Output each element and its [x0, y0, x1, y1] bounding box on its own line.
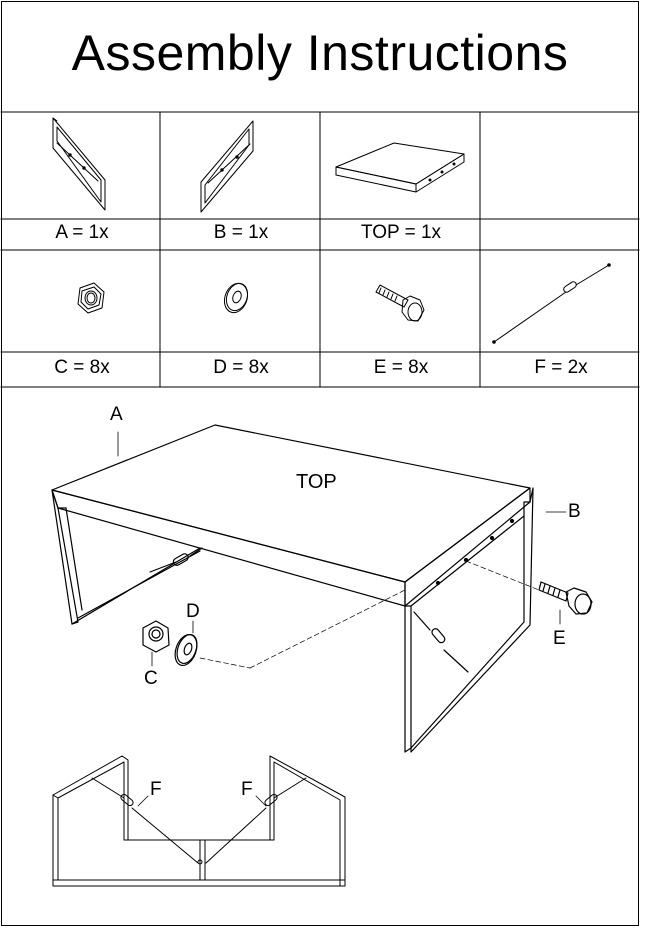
cable-detail-drawing — [53, 756, 345, 886]
part-c-drawing — [78, 283, 104, 313]
callout-f-left: F — [150, 779, 162, 800]
callout-b: B — [568, 501, 581, 522]
part-f-drawing — [493, 264, 611, 344]
part-b-drawing — [201, 121, 253, 212]
part-b-label: B = 1x — [213, 222, 269, 243]
parts-grid — [1, 112, 639, 387]
part-e-label: E = 8x — [373, 357, 429, 378]
part-c-label: C = 8x — [54, 357, 110, 378]
part-top-label: TOP = 1x — [360, 222, 442, 243]
part-a-label: A = 1x — [55, 222, 109, 243]
part-f-label: F = 2x — [534, 357, 588, 378]
page-title: Assembly Instructions — [71, 25, 569, 81]
callout-a: A — [110, 404, 123, 425]
part-e-drawing — [376, 285, 424, 321]
callout-e: E — [553, 628, 566, 649]
callout-d: D — [186, 601, 200, 622]
part-d-label: D = 8x — [213, 357, 269, 378]
callout-f-right: F — [241, 779, 253, 800]
callout-top: TOP — [296, 471, 337, 493]
part-top-drawing — [336, 143, 464, 192]
alignment-lines — [200, 561, 539, 668]
part-a-drawing — [53, 118, 105, 210]
part-d-drawing — [221, 280, 252, 316]
callout-c: C — [144, 668, 158, 689]
